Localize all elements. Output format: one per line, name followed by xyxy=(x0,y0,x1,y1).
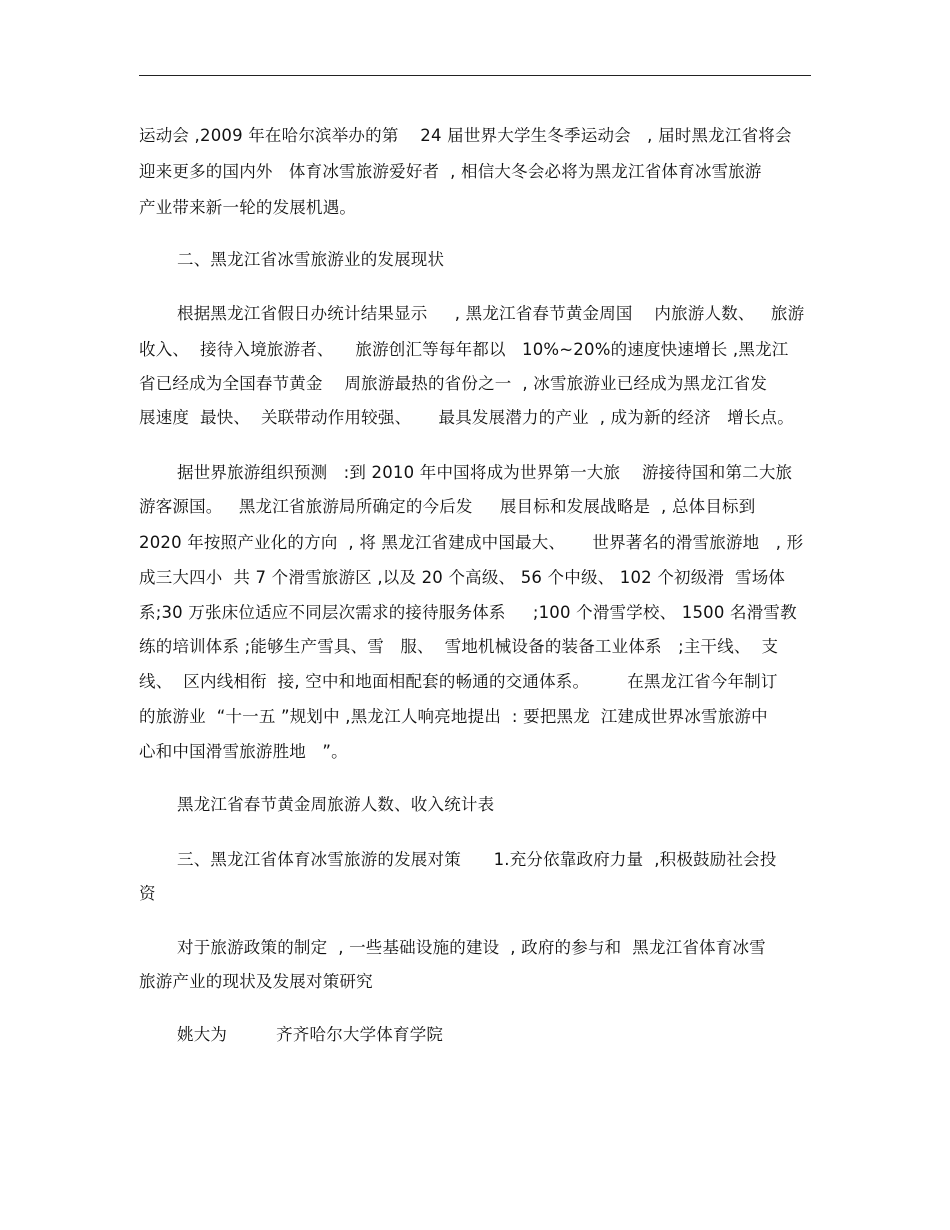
paragraph-line: 展速度 最快、 关联带动作用较强、 最具发展潜力的产业 , 成为新的经济 增长点。 xyxy=(139,408,794,427)
paragraph-intro-line: 产业带来新一轮的发展机遇。 xyxy=(139,198,357,217)
paragraph-line: 线、 区内线相衔 接, 空中和地面相配套的畅通的交通体系。 在黑龙江省今年制订 xyxy=(139,672,778,691)
paragraph-line: 2020 年按照产业化的方向 , 将 黑龙江省建成中国最大、 世界著名的滑雪旅游地 , 形 xyxy=(139,533,804,552)
paragraph-line: 旅游产业的现状及发展对策研究 xyxy=(139,972,373,991)
paragraph-line: 系;30 万张床位适应不同层次需求的接待服务体系 ;100 个滑雪学校、 1500 名滑雪教 xyxy=(139,603,797,622)
paragraph-line: 据世界旅游组织预测 :到 2010 年中国将成为世界第一大旅 游接待国和第二大旅 xyxy=(177,463,793,482)
section-heading: 资 xyxy=(139,884,156,903)
paragraph-line: 练的培训体系 ;能够生产雪具、雪 服、 雪地机械设备的装备工业体系 ;主干线、 支 xyxy=(139,637,779,656)
paragraph-line: 的旅游业 “十一五 ”规划中 ,黑龙江人响亮地提出 : 要把黑龙 江建成世界冰雪旅游中 xyxy=(139,707,768,726)
paragraph-line: 收入、 接待入境旅游者、 旅游创汇等每年都以 10%~20%的速度快速增长 ,黑龙江 xyxy=(139,340,789,359)
section-heading: 二、黑龙江省冰雪旅游业的发展现状 xyxy=(177,250,445,269)
table-caption: 黑龙江省春节黄金周旅游人数、收入统计表 xyxy=(177,795,495,814)
section-heading: 三、黑龙江省体育冰雪旅游的发展对策 1.充分依靠政府力量 ,积极鼓励社会投 xyxy=(177,850,777,869)
paragraph-line: 成三大四小 共 7 个滑雪旅游区 ,以及 20 个高级、 56 个中级、 102 个初级滑 雪场体 xyxy=(139,568,786,587)
paragraph-line: 省已经成为全国春节黄金 周旅游最热的省份之一 , 冰雪旅游业已经成为黑龙江省发 xyxy=(139,374,768,393)
paragraph-line: 心和中国滑雪旅游胜地 ”。 xyxy=(139,742,348,761)
author-affiliation: 姚大为 齐齐哈尔大学体育学院 xyxy=(177,1025,444,1044)
paragraph-line: 对于旅游政策的制定 , 一些基础设施的建设 , 政府的参与和 黑龙江省体育冰雪 xyxy=(177,938,766,957)
paragraph-line: 根据黑龙江省假日办统计结果显示 , 黑龙江省春节黄金周国 内旅游人数、 旅游 xyxy=(177,304,805,323)
header-rule xyxy=(139,75,811,76)
paragraph-intro-line: 运动会 ,2009 年在哈尔滨举办的第 24 届世界大学生冬季运动会 , 届时黑龙江省将会 xyxy=(139,126,792,145)
paragraph-intro-line: 迎来更多的国内外 体育冰雪旅游爱好者 , 相信大冬会必将为黑龙江省体育冰雪旅游 xyxy=(139,162,762,181)
paragraph-line: 游客源国。 黑龙江省旅游局所确定的今后发 展目标和发展战略是 , 总体目标到 xyxy=(139,497,756,516)
